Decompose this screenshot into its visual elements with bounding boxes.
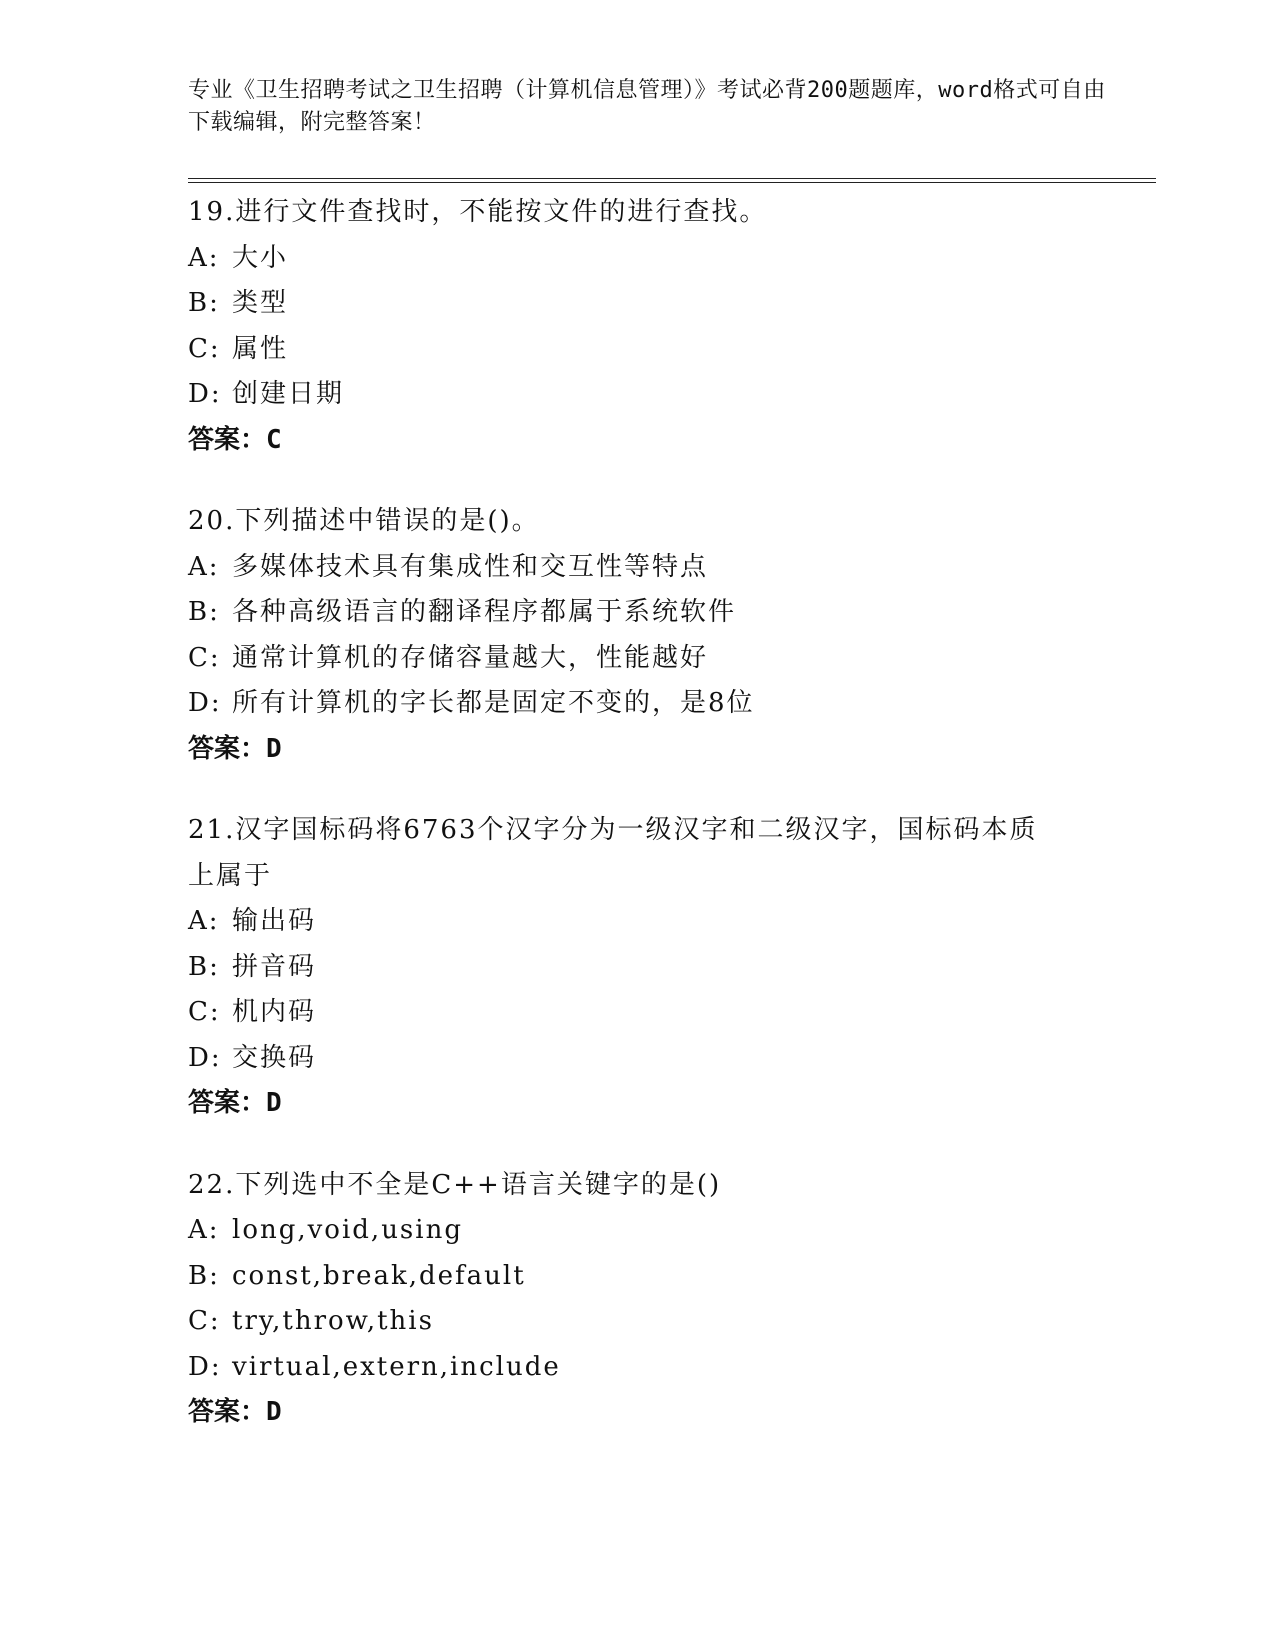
- question-list: [188, 190, 1156, 1472]
- option-b: [188, 590, 1156, 636]
- option-text: 类型: [232, 288, 289, 318]
- option-d: [188, 372, 1156, 418]
- option-label: C:: [188, 997, 221, 1027]
- question-stem: 20.下列描述中错误的是()。: [188, 506, 540, 536]
- option-text: 交换码: [232, 1042, 317, 1073]
- answer: 答案：D: [188, 733, 282, 764]
- option-b: [188, 945, 1156, 991]
- option-text: 各种高级语言的翻译程序都属于系统软件: [232, 597, 737, 627]
- answer: 答案：D: [188, 1088, 282, 1118]
- option-label: C:: [188, 333, 221, 364]
- answer: 答案：C: [188, 424, 282, 455]
- option-text: 机内码: [232, 997, 317, 1027]
- option-label: D:: [188, 1351, 222, 1382]
- option-text: virtual,extern,include: [232, 1351, 561, 1382]
- option-label: A:: [188, 906, 220, 936]
- option-label: A:: [188, 1215, 220, 1245]
- question-stem: 22.下列选中不全是C++语言关键字的是(): [188, 1169, 722, 1200]
- option-text: 多媒体技术具有集成性和交互性等特点: [232, 551, 709, 582]
- option-a: [188, 899, 1156, 945]
- option-label: B:: [188, 288, 220, 318]
- option-label: B:: [188, 951, 220, 982]
- question-20: [188, 499, 1156, 772]
- option-text: 所有计算机的字长都是固定不变的，是8位: [232, 688, 755, 718]
- question-stem: 19.进行文件查找时，不能按文件的进行查找。: [188, 197, 768, 227]
- option-c: [188, 327, 1156, 373]
- option-text: 通常计算机的存储容量越大，性能越好: [232, 642, 709, 673]
- option-c: [188, 636, 1156, 682]
- option-b: [188, 1254, 1156, 1300]
- option-text: try,throw,this: [232, 1306, 434, 1336]
- option-text: 输出码: [232, 906, 317, 936]
- option-a: [188, 236, 1156, 282]
- option-text: const,break,default: [232, 1260, 526, 1291]
- question-19: [188, 190, 1156, 463]
- option-text: 属性: [232, 333, 289, 364]
- question-21: [188, 808, 1156, 1127]
- option-text: 大小: [232, 242, 289, 273]
- question-22: [188, 1163, 1156, 1436]
- option-text: 创建日期: [232, 379, 345, 409]
- option-a: [188, 545, 1156, 591]
- option-d: [188, 1345, 1156, 1391]
- option-d: [188, 681, 1156, 727]
- option-b: [188, 281, 1156, 327]
- option-c: [188, 990, 1156, 1036]
- option-c: [188, 1299, 1156, 1345]
- answer: 答案：D: [188, 1397, 282, 1427]
- option-label: D:: [188, 379, 222, 409]
- option-label: A:: [188, 551, 220, 582]
- option-label: B:: [188, 597, 220, 627]
- option-label: C:: [188, 642, 221, 673]
- option-label: A:: [188, 242, 220, 273]
- option-a: [188, 1208, 1156, 1254]
- option-text: 拼音码: [232, 951, 317, 982]
- header-divider: [188, 178, 1156, 183]
- option-d: [188, 1036, 1156, 1082]
- option-label: B:: [188, 1260, 220, 1291]
- option-label: D:: [188, 1042, 222, 1073]
- document-header: 专业《卫生招聘考试之卫生招聘（计算机信息管理）》考试必背200题题库，word格式可自由下载编辑，附完整答案！: [188, 78, 1106, 135]
- option-label: D:: [188, 688, 222, 718]
- option-label: C:: [188, 1306, 221, 1336]
- option-text: long,void,using: [232, 1215, 463, 1245]
- question-stem: 21.汉字国标码将6763个汉字分为一级汉字和二级汉字，国标码本质上属于: [188, 815, 1038, 891]
